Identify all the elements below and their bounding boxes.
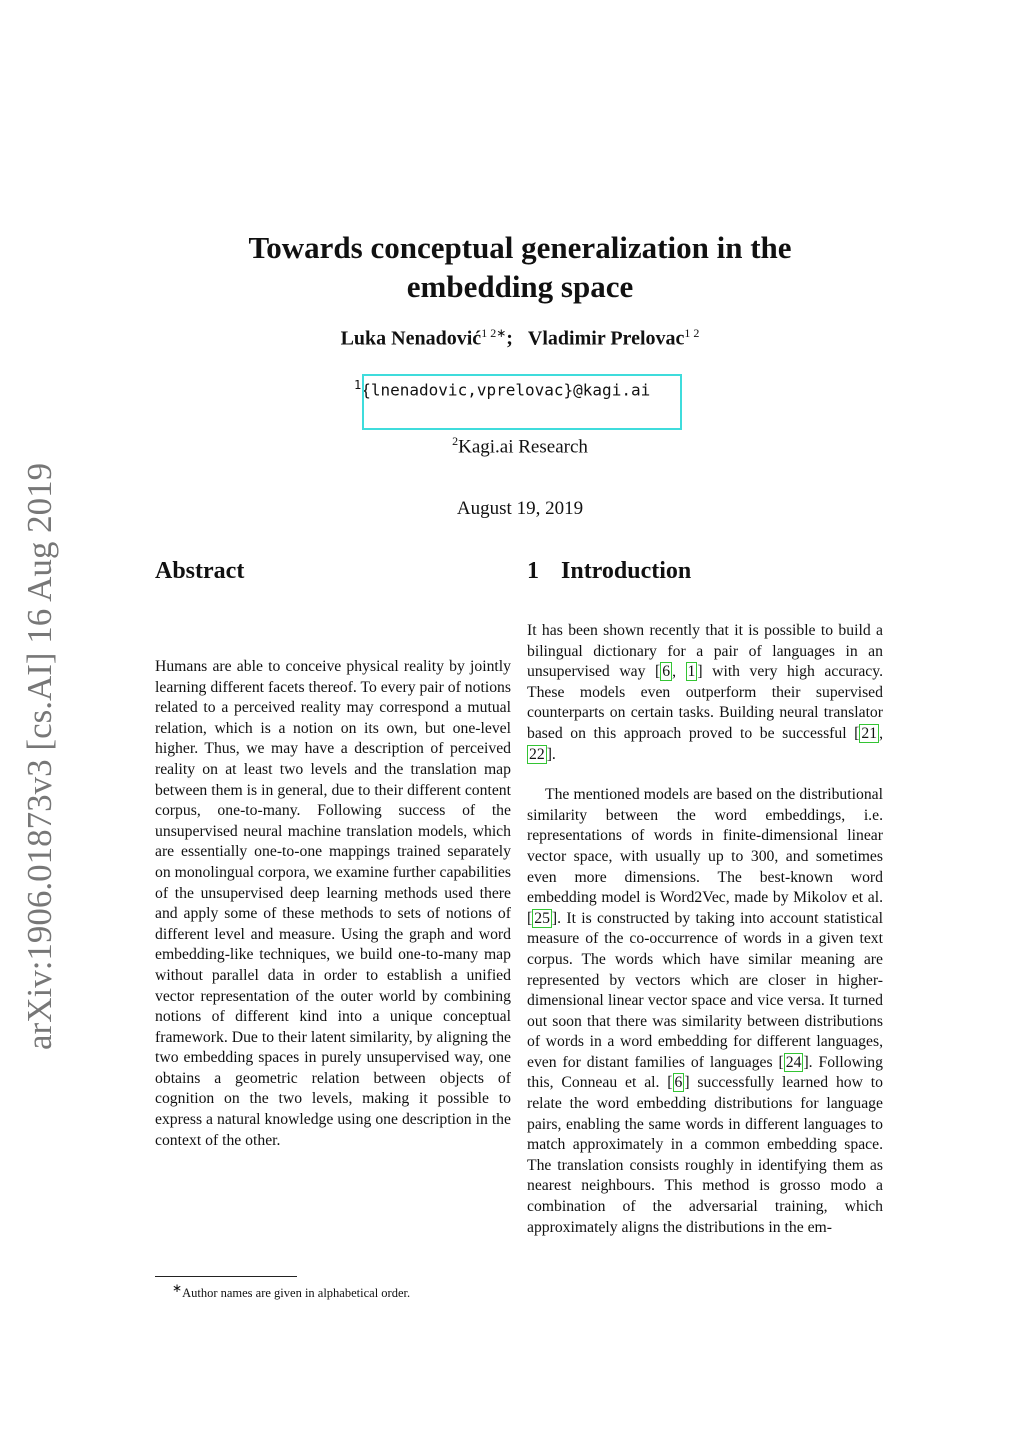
author-separator: ; xyxy=(506,327,513,350)
affiliation-name: Kagi.ai Research xyxy=(458,436,588,458)
affiliation-marker: 2 xyxy=(452,434,459,448)
author-name: Luka Nenadović xyxy=(340,327,482,350)
introduction-paragraph-1: It has been shown recently that it is possible to build a bilingual dictionary for a pair of languages in an unsupervised way [ 6 , 1 ] with very high accuracy. These models even outperform their supervised counterparts on certain tasks. Building neural translator based on this approach proved to be successful [ 21 , 22 ]. xyxy=(527,622,884,763)
title-line-2: embedding space xyxy=(406,269,634,304)
affiliation xyxy=(160,434,880,458)
affiliation-marker: 1 xyxy=(354,378,362,392)
abstract-paragraph: Humans are able to conceive physical reality by jointly learning different facets thereof. To every pair of notions related to a perceived reality may correspond a mutual relation, which is a notion on its own, but one-level higher. Thus, we may have a description of perceived reality on at least two levels and the translation map between them is in general, due to their different content corpus, one-to-many. Following success of the unsupervised neural machine translation models, which are essentially one-to-one mappings trained separately on monolingual corpora, we examine further capabilities of the unsupervised deep learning methods used there and apply some of these methods to sets of notions of different level and measure. Using the graph and word embedding-like techniques, we build one-to-many map without parallel data in order to establish a unified vector representation of the outer world by combining notions of different kind into a unique conceptual framework. Due to their latent similarity, by aligning the two embedding spaces in purely unsupervised way, one obtains a geometric relation between objects of cognition on the two levels, making it possible to express a natural knowledge using one description in the context of the other. xyxy=(155,658,511,1149)
email-link-highlight-box[interactable] xyxy=(362,374,682,430)
citation-link[interactable]: 1 xyxy=(687,663,696,681)
abstract-heading: Abstract xyxy=(155,558,245,584)
citation-link[interactable]: 22 xyxy=(529,745,545,763)
footnote-divider xyxy=(155,1276,297,1277)
author-email-link[interactable]: {lnenadovic,vprelovac}@kagi.ai xyxy=(361,380,651,400)
author-affiliation-marker: 1 2 xyxy=(684,326,700,340)
arxiv-identifier: arXiv:1906.01873v3 [cs.AI] 16 Aug 2019 xyxy=(20,462,59,1050)
footnote-marker: ∗ xyxy=(172,1281,183,1295)
citation-link[interactable]: 6 xyxy=(662,663,671,681)
footnote xyxy=(172,1281,410,1301)
citation-link[interactable]: 25 xyxy=(534,909,550,927)
citation-link[interactable]: 21 xyxy=(861,724,878,742)
citation-link[interactable]: 24 xyxy=(785,1053,802,1071)
paper-title xyxy=(160,228,880,306)
introduction-body xyxy=(527,621,883,1238)
author-name: Vladimir Prelovac xyxy=(527,327,685,350)
footnote-text: Author names are given in alphabetical order. xyxy=(182,1286,411,1301)
section-number: 1 xyxy=(527,558,539,584)
author-list xyxy=(160,326,880,351)
abstract-body xyxy=(155,657,511,1151)
citation-link[interactable]: 6 xyxy=(674,1074,683,1092)
author-affiliation-marker: 1 2∗ xyxy=(481,326,507,340)
title-line-1: Towards conceptual generalization in the xyxy=(248,230,792,265)
introduction-heading xyxy=(527,558,691,585)
introduction-paragraph-2: The mentioned models are based on the distributional similarity between the word embeddings, i.e. representations of words in finite-dimensional linear vector space, with usually up to 300, and sometimes even more dimensions. The best-known word embedding model is Word2Vec, made by Mikolov et al. [ 25 ]. It is constructed by taking into account statistical measure of the co-occurrence of words in a given text corpus. The words which have similar meaning are represented by vectors which are closer in higher-dimensional linear vector space and vice versa. It turned out soon that there was similarity between distributions of words in a word embedding for different languages, even for distant families of languages [ 24 ]. Following this, Conneau et al. [ 6 ] successfully learned how to relate the word embedding distributions for language pairs, enabling the same words in different languages to match approximately in a common embedding space. The translation consists roughly in identifying them as nearest neighbours. This method is grosso modo a combination of the adversarial training, which approximately aligns the distributions in the em- xyxy=(527,786,884,1236)
publication-date: August 19, 2019 xyxy=(456,498,584,519)
section-title: Introduction xyxy=(561,558,692,584)
